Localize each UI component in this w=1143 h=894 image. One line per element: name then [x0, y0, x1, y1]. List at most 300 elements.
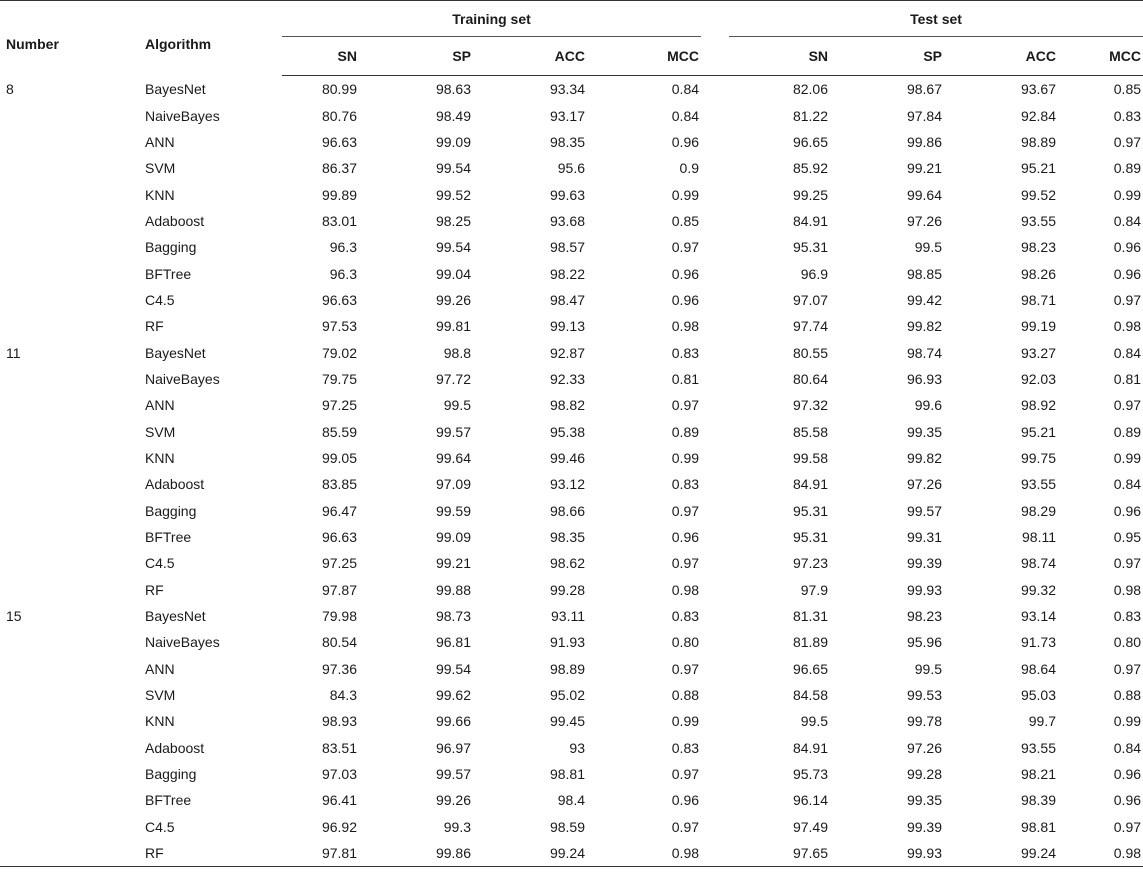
cell-train-sn: 97.25: [321, 555, 357, 572]
cell-train-sp: 99.54: [435, 660, 471, 677]
cell-train-sn: 83.51: [321, 739, 357, 756]
cell-test-sp: 99.93: [906, 581, 943, 598]
cell-train-mcc: 0.97: [671, 397, 700, 414]
cell-number: [0, 629, 139, 655]
cell-algorithm: BFTree: [145, 265, 192, 282]
header-row-groups: [0, 1, 1143, 38]
cell-test-sp: 99.35: [906, 792, 943, 809]
cell-test-acc: 93.67: [1020, 81, 1057, 98]
cell-train-sp: 99.3: [443, 818, 471, 835]
cell-test-acc: 93.55: [1020, 212, 1057, 229]
cell-test-sp: 98.67: [906, 81, 943, 98]
cell-test-acc: 95.21: [1020, 423, 1057, 440]
cell-test-sn: 96.14: [792, 792, 829, 809]
cell-test-sn: 95.73: [792, 766, 829, 783]
table-row: [0, 181, 1143, 207]
cell-test-acc: 98.64: [1020, 660, 1057, 677]
cell-train-sp: 99.88: [435, 581, 471, 598]
cell-gap: [701, 524, 729, 550]
table-row: [0, 787, 1143, 813]
table-row: [0, 708, 1143, 734]
cell-train-acc: 93.17: [549, 107, 585, 124]
cell-train-sp: 99.62: [435, 687, 471, 704]
cell-train-acc: 91.93: [549, 634, 585, 651]
cell-gap: [701, 603, 729, 629]
cell-train-sn: 97.87: [321, 581, 357, 598]
cell-train-acc: 98.62: [549, 555, 585, 572]
cell-train-acc: 93.68: [549, 212, 585, 229]
cell-number: [0, 181, 139, 207]
cell-gap: [701, 392, 729, 418]
cell-algorithm: RF: [145, 318, 164, 335]
cell-train-mcc: 0.97: [671, 660, 700, 677]
cell-test-sp: 99.35: [906, 423, 943, 440]
cell-train-acc: 95.38: [549, 423, 585, 440]
cell-algorithm: C4.5: [145, 291, 175, 308]
table-row: [0, 524, 1143, 550]
cell-train-sp: 99.5: [443, 397, 471, 414]
table-row: [0, 445, 1143, 471]
cell-train-mcc: 0.9: [679, 160, 700, 177]
cell-train-sp: 99.21: [435, 555, 471, 572]
cell-train-mcc: 0.80: [671, 634, 700, 651]
cell-number: [0, 392, 139, 418]
cell-gap: [701, 498, 729, 524]
cell-train-mcc: 0.96: [671, 792, 700, 809]
cell-train-sp: 99.26: [435, 291, 471, 308]
cell-test-sn: 95.31: [792, 239, 829, 256]
cell-number: [0, 498, 139, 524]
cell-test-sp: 99.42: [906, 291, 943, 308]
cell-gap: [701, 814, 729, 840]
cell-test-sn: 97.9: [800, 581, 829, 598]
cell-test-sn: 99.58: [792, 449, 829, 466]
cell-gap: [701, 155, 729, 181]
header-test-sn: SN: [729, 37, 830, 76]
cell-algorithm: KNN: [145, 449, 175, 466]
cell-train-sp: 99.66: [435, 713, 471, 730]
cell-test-acc: 98.29: [1020, 502, 1057, 519]
cell-number: [0, 155, 139, 181]
cell-test-acc: 98.21: [1020, 766, 1057, 783]
cell-gap: [701, 418, 729, 444]
cell-test-sp: 96.93: [906, 370, 943, 387]
cell-train-acc: 98.4: [557, 792, 585, 809]
cell-train-acc: 98.66: [549, 502, 585, 519]
cell-number: [0, 102, 139, 128]
cell-train-mcc: 0.97: [671, 555, 700, 572]
cell-algorithm: SVM: [145, 160, 176, 177]
cell-gap: [701, 76, 729, 103]
cell-number: [0, 234, 139, 260]
cell-test-acc: 91.73: [1020, 634, 1057, 651]
cell-test-sn: 84.91: [792, 212, 829, 229]
cell-test-sn: 97.23: [792, 555, 829, 572]
cell-train-sp: 99.52: [435, 186, 471, 203]
cell-test-mcc: 0.80: [1113, 634, 1142, 651]
cell-train-sn: 99.89: [321, 186, 357, 203]
cell-test-mcc: 0.99: [1113, 186, 1142, 203]
cell-test-mcc: 0.98: [1058, 840, 1143, 867]
cell-train-mcc: 0.83: [671, 344, 700, 361]
cell-number: [0, 287, 139, 313]
cell-train-sn: 96.41: [321, 792, 357, 809]
header-test-mcc: MCC: [1058, 37, 1143, 76]
header-training-set: Training set: [282, 1, 701, 38]
cell-test-acc: 98.81: [1020, 818, 1057, 835]
cell-number: [0, 735, 139, 761]
cell-train-sn: 79.75: [321, 370, 357, 387]
cell-train-sn: 97.36: [321, 660, 357, 677]
table-row: [0, 629, 1143, 655]
cell-number: 11: [6, 344, 21, 361]
cell-train-mcc: 0.96: [671, 133, 700, 150]
cell-test-mcc: 0.89: [1113, 423, 1142, 440]
cell-test-mcc: 0.83: [1113, 107, 1142, 124]
cell-test-sp: 98.23: [906, 608, 943, 625]
cell-test-mcc: 0.97: [1113, 397, 1142, 414]
table-row: [0, 287, 1143, 313]
cell-test-sn: 97.32: [792, 397, 829, 414]
cell-test-mcc: 0.83: [1113, 608, 1142, 625]
cell-test-sn: 84.91: [792, 476, 829, 493]
cell-train-acc: 92.33: [549, 370, 585, 387]
cell-test-sn: 84.91: [792, 739, 829, 756]
table-row: [0, 682, 1143, 708]
cell-test-sp: 99.82: [906, 318, 943, 335]
table-row: [0, 814, 1143, 840]
cell-number: [0, 313, 139, 339]
cell-algorithm: BayesNet: [145, 344, 206, 361]
cell-train-mcc: 0.83: [671, 476, 700, 493]
header-gap: [701, 1, 729, 38]
table-row: [0, 577, 1143, 603]
cell-test-sp: 99.57: [906, 502, 943, 519]
cell-test-sp: 99.6: [914, 397, 943, 414]
table-row: [0, 735, 1143, 761]
cell-test-acc: 93.14: [1020, 608, 1057, 625]
cell-test-sn: 97.74: [792, 318, 829, 335]
cell-number: [0, 787, 139, 813]
cell-test-acc: 95.21: [1020, 160, 1057, 177]
cell-test-sp: 99.82: [906, 449, 943, 466]
cell-test-mcc: 0.89: [1113, 160, 1142, 177]
cell-number: [0, 471, 139, 497]
cell-train-mcc: 0.98: [587, 840, 701, 867]
cell-test-mcc: 0.84: [1113, 476, 1142, 493]
cell-test-sp: 99.28: [906, 766, 943, 783]
cell-train-sp: 99.26: [435, 792, 471, 809]
cell-algorithm: KNN: [145, 713, 175, 730]
cell-algorithm: SVM: [145, 687, 176, 704]
cell-gap: [701, 550, 729, 576]
cell-gap: [701, 629, 729, 655]
cell-algorithm: RF: [139, 840, 282, 867]
cell-train-acc: 99.24: [473, 840, 587, 867]
cell-train-mcc: 0.97: [671, 239, 700, 256]
cell-train-mcc: 0.98: [671, 581, 700, 598]
cell-test-sp: 99.21: [906, 160, 943, 177]
cell-gap: [701, 181, 729, 207]
header-number: Number: [0, 1, 139, 76]
cell-train-sp: 99.59: [435, 502, 471, 519]
cell-train-mcc: 0.83: [671, 739, 700, 756]
cell-train-mcc: 0.96: [671, 529, 700, 546]
cell-train-acc: 93.12: [549, 476, 585, 493]
cell-number: [0, 366, 139, 392]
cell-gap: [701, 761, 729, 787]
header-test-sp: SP: [830, 37, 944, 76]
cell-gap: [701, 735, 729, 761]
cell-train-sp: 98.73: [435, 608, 471, 625]
cell-train-mcc: 0.81: [671, 370, 700, 387]
cell-algorithm: BFTree: [145, 529, 192, 546]
cell-train-sn: 96.47: [321, 502, 357, 519]
table-row: [0, 656, 1143, 682]
table-row: [0, 392, 1143, 418]
cell-test-sp: 99.86: [906, 133, 943, 150]
cell-gap: [701, 287, 729, 313]
cell-test-mcc: 0.81: [1113, 370, 1142, 387]
header-algorithm: Algorithm: [139, 1, 282, 76]
cell-test-acc: 99.7: [1028, 713, 1057, 730]
cell-train-sn: 86.37: [321, 160, 357, 177]
cell-algorithm: C4.5: [145, 818, 175, 835]
cell-train-sp: 98.25: [435, 212, 471, 229]
cell-train-sn: 80.76: [321, 107, 357, 124]
header-test-set: Test set: [729, 1, 1143, 38]
cell-number: [0, 550, 139, 576]
cell-train-sp: 99.64: [435, 449, 471, 466]
cell-algorithm: Bagging: [145, 766, 197, 783]
cell-train-acc: 92.87: [549, 344, 585, 361]
cell-test-acc: 92.84: [1020, 107, 1057, 124]
cell-train-sn: 96.3: [329, 239, 357, 256]
cell-train-sn: 96.63: [321, 133, 357, 150]
cell-train-sp: 99.86: [359, 840, 473, 867]
cell-algorithm: BFTree: [145, 792, 192, 809]
cell-train-acc: 99.28: [549, 581, 585, 598]
cell-gap: [701, 260, 729, 286]
cell-gap: [701, 234, 729, 260]
cell-test-acc: 99.32: [1020, 581, 1057, 598]
cell-test-mcc: 0.99: [1113, 449, 1142, 466]
table-row: [0, 234, 1143, 260]
table-row: [0, 603, 1143, 629]
cell-test-mcc: 0.97: [1113, 660, 1142, 677]
cell-train-mcc: 0.97: [671, 818, 700, 835]
cell-test-acc: 98.39: [1020, 792, 1057, 809]
cell-test-acc: 98.71: [1020, 291, 1057, 308]
cell-test-sp: 98.74: [906, 344, 943, 361]
cell-test-sp: 99.78: [906, 713, 943, 730]
cell-test-acc: 98.23: [1020, 239, 1057, 256]
cell-train-sn: 97.53: [321, 318, 357, 335]
cell-gap: [701, 656, 729, 682]
cell-train-sn: 79.02: [321, 344, 357, 361]
cell-test-mcc: 0.96: [1113, 502, 1142, 519]
cell-test-acc: 95.03: [1020, 687, 1057, 704]
cell-test-mcc: 0.97: [1113, 133, 1142, 150]
cell-number: 8: [6, 80, 14, 97]
cell-train-acc: 93: [569, 739, 585, 756]
cell-train-sp: 99.57: [435, 766, 471, 783]
cell-algorithm: SVM: [145, 423, 176, 440]
cell-train-acc: 98.35: [549, 133, 585, 150]
cell-algorithm: ANN: [145, 133, 175, 150]
cell-test-sn: 81.89: [792, 634, 829, 651]
cell-gap: [701, 471, 729, 497]
cell-test-sp: 99.5: [914, 660, 943, 677]
cell-gap: [701, 787, 729, 813]
cell-test-mcc: 0.88: [1113, 687, 1142, 704]
cell-gap: [701, 577, 729, 603]
cell-train-mcc: 0.99: [671, 186, 700, 203]
table-row: [0, 498, 1143, 524]
cell-test-sn: 95.31: [792, 502, 829, 519]
cell-test-mcc: 0.97: [1113, 291, 1142, 308]
cell-test-mcc: 0.96: [1113, 792, 1142, 809]
cell-number: [0, 524, 139, 550]
table-row: [0, 418, 1143, 444]
header-train-mcc: MCC: [587, 37, 701, 76]
cell-train-sp: 97.09: [435, 476, 471, 493]
cell-gap: [701, 708, 729, 734]
cell-train-acc: 99.63: [549, 186, 585, 203]
cell-train-sp: 96.97: [435, 739, 471, 756]
cell-test-sn: 97.49: [792, 818, 829, 835]
cell-test-mcc: 0.98: [1113, 318, 1142, 335]
cell-train-sn: 96.3: [329, 265, 357, 282]
cell-test-sp: 97.26: [906, 476, 943, 493]
cell-train-mcc: 0.99: [671, 449, 700, 466]
cell-test-acc: 93.55: [1020, 739, 1057, 756]
cell-test-sn: 96.65: [792, 133, 829, 150]
cell-number: [0, 656, 139, 682]
cell-test-sn: 80.55: [792, 344, 829, 361]
cell-test-mcc: 0.97: [1113, 555, 1142, 572]
cell-test-acc: 98.26: [1020, 265, 1057, 282]
cell-train-sn: 97.81: [282, 840, 359, 867]
cell-algorithm: ANN: [145, 660, 175, 677]
cell-test-sn: 95.31: [792, 529, 829, 546]
cell-train-acc: 99.45: [549, 713, 585, 730]
header-test-acc: ACC: [944, 37, 1058, 76]
header-train-acc: ACC: [473, 37, 587, 76]
table-row: [0, 260, 1143, 286]
cell-number: [0, 708, 139, 734]
cell-test-sn: 81.22: [792, 107, 829, 124]
cell-algorithm: NaiveBayes: [145, 634, 220, 651]
cell-test-sp: 99.53: [906, 687, 943, 704]
header-gap-metrics: [701, 37, 729, 76]
cell-test-sn: 84.58: [792, 687, 829, 704]
cell-test-sn: 81.31: [792, 608, 829, 625]
cell-test-acc: 98.11: [1022, 529, 1057, 546]
cell-train-sn: 96.92: [321, 818, 357, 835]
cell-train-acc: 98.89: [549, 660, 585, 677]
cell-test-mcc: 0.84: [1113, 739, 1142, 756]
cell-test-sp: 95.96: [906, 634, 943, 651]
table-row: [0, 339, 1143, 365]
header-train-sp: SP: [359, 37, 473, 76]
cell-test-acc: 93.27: [1020, 344, 1057, 361]
cell-train-mcc: 0.99: [671, 713, 700, 730]
cell-test-acc: 98.89: [1020, 133, 1057, 150]
cell-train-acc: 99.13: [549, 318, 585, 335]
cell-test-acc: 99.24: [944, 840, 1058, 867]
cell-test-mcc: 0.96: [1113, 766, 1142, 783]
table-row: [0, 313, 1143, 339]
cell-train-acc: 98.82: [549, 397, 585, 414]
cell-train-acc: 99.46: [549, 449, 585, 466]
cell-test-acc: 93.55: [1020, 476, 1057, 493]
cell-train-sp: 99.09: [435, 133, 471, 150]
cell-train-sp: 98.63: [435, 81, 471, 98]
cell-gap: [701, 102, 729, 128]
table-row: [0, 76, 1143, 103]
cell-train-sp: 98.8: [443, 344, 471, 361]
table-body: [0, 76, 1143, 867]
cell-train-mcc: 0.85: [671, 212, 700, 229]
cell-test-sn: 85.58: [792, 423, 829, 440]
cell-test-sp: 99.5: [914, 239, 943, 256]
cell-train-sp: 98.49: [435, 107, 471, 124]
cell-train-sn: 97.25: [321, 397, 357, 414]
cell-test-sn: 82.06: [792, 81, 829, 98]
cell-number: 15: [6, 608, 22, 625]
cell-train-mcc: 0.97: [671, 766, 700, 783]
cell-train-mcc: 0.83: [671, 608, 700, 625]
cell-train-sn: 83.01: [321, 212, 357, 229]
cell-test-mcc: 0.85: [1113, 81, 1142, 98]
cell-number: [0, 418, 139, 444]
cell-algorithm: Adaboost: [145, 212, 205, 229]
cell-test-mcc: 0.97: [1113, 818, 1142, 835]
cell-algorithm: Bagging: [145, 502, 197, 519]
cell-test-mcc: 0.96: [1113, 239, 1142, 256]
cell-train-sn: 85.59: [321, 423, 357, 440]
cell-train-sp: 99.54: [435, 160, 471, 177]
cell-algorithm: NaiveBayes: [145, 370, 220, 387]
cell-gap: [701, 339, 729, 365]
cell-test-sn: 97.65: [729, 840, 830, 867]
cell-algorithm: Bagging: [145, 239, 197, 256]
cell-train-acc: 98.35: [549, 529, 585, 546]
cell-test-sn: 85.92: [792, 160, 829, 177]
cell-test-sp: 99.31: [906, 529, 943, 546]
table-row: [0, 208, 1143, 234]
cell-train-acc: 98.81: [549, 766, 585, 783]
cell-train-sp: 99.04: [435, 265, 471, 282]
cell-test-mcc: 0.84: [1113, 344, 1142, 361]
cell-algorithm: BayesNet: [145, 80, 206, 97]
cell-number: [0, 682, 139, 708]
cell-train-acc: 93.34: [549, 81, 585, 98]
cell-gap: [701, 682, 729, 708]
cell-test-sp: 97.84: [906, 107, 943, 124]
cell-gap: [701, 313, 729, 339]
table-row: [0, 471, 1143, 497]
cell-test-sp: 99.93: [830, 840, 944, 867]
cell-train-sp: 96.81: [435, 634, 471, 651]
cell-test-sp: 99.39: [906, 555, 943, 572]
cell-test-acc: 99.52: [1020, 186, 1057, 203]
table-row: [0, 129, 1143, 155]
cell-train-acc: 95.6: [557, 160, 585, 177]
cell-test-acc: 99.19: [1020, 318, 1057, 335]
table-header: [0, 1, 1143, 76]
